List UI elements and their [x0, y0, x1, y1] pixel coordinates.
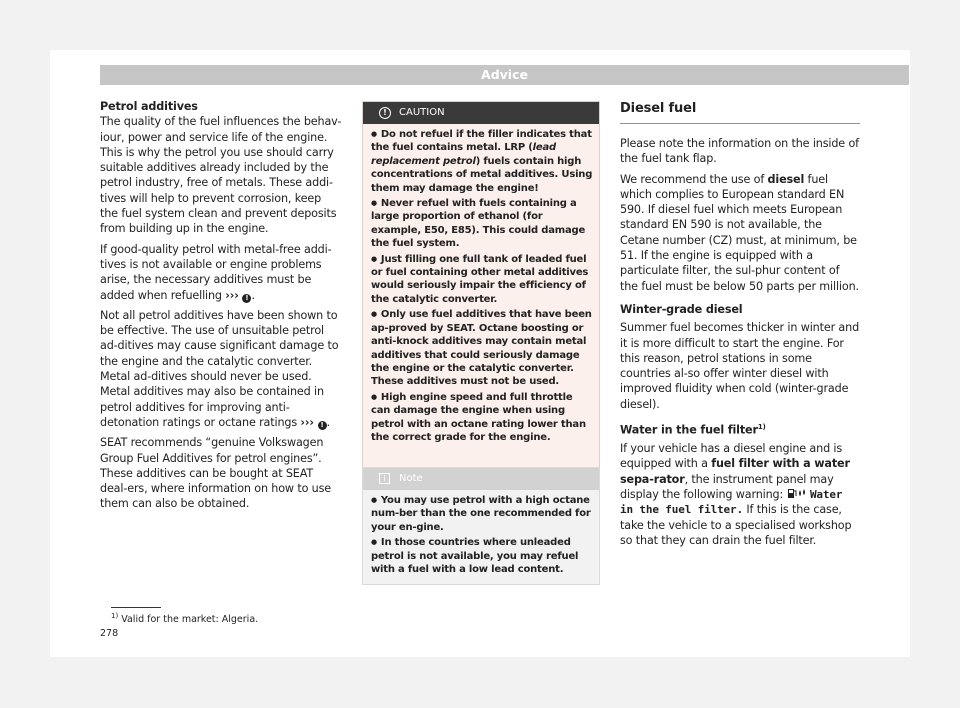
paragraph-water-filter: If your vehicle has a diesel engine and is equipped with a fuel filter with a water sepa-rator, the instrument panel may display the following warning: Water in the fuel filter. If this is the case, take the vehicle to a specialised workshop so that they can drain the fuel filter. [620, 442, 852, 547]
caution-item: ● Do not refuel if the filler indicates that the fuel contains metal. LRP (lead replacement petrol) fuels contain high concentrations of metal additives. Using them may damage the engine! [371, 128, 593, 195]
winter-diesel-heading: Winter-grade diesel [620, 302, 743, 316]
manual-page [50, 50, 910, 657]
footnote-divider [111, 607, 161, 608]
paragraph-additives-needed: If good-quality petrol with metal-free addi-tives is not available or engine problems arise, the necessary additives must be added when refuelling ››› ! . [100, 242, 332, 302]
cross-reference-arrows[interactable]: ››› ! [225, 289, 251, 302]
diesel-fuel-column [620, 99, 860, 553]
caution-item: ● Just filling one full tank of leaded fuel or fuel containing other metal additives would seriously impair the efficiency of the catalytic converter. [371, 253, 593, 307]
caution-label: CAUTION [399, 107, 445, 118]
petrol-additives-column [100, 99, 342, 517]
cross-reference-arrows[interactable]: ››› ! [300, 416, 326, 429]
warning-message-text: Water in the fuel filter. [620, 487, 843, 517]
page-number: 278 [100, 628, 119, 639]
caution-item: ● Only use fuel additives that have been ap-proved by SEAT. Octane boosting or anti-knock additives may contain metal additives that could seriously damage the engine or the catalytic converter. These additives must not be used. [371, 308, 593, 388]
section-header: Advice [100, 65, 909, 85]
caution-list [363, 124, 599, 444]
note-item: ● You may use petrol with a high octane num-ber than the one recommended for your en-gine. [371, 494, 593, 534]
caution-item: ● High engine speed and full throttle can damage the engine when using petrol with an octane rating lower than the correct grade for the engine. [371, 391, 593, 445]
paragraph-fuel-flap: Please note the information on the inside of the fuel tank flap. [620, 137, 859, 166]
footnote: $^{1)}$ Valid for the market: Algeria. [111, 612, 259, 626]
note-label: Note [399, 473, 423, 484]
paragraph-seat-recommends: SEAT recommends “genuine Volkswagen Group Fuel Additives for petrol engines”. These additives can be bought at SEAT deal-ers, where information on how to use them can also be obtained. [100, 436, 332, 511]
paragraph-winter-diesel: Summer fuel becomes thicker in winter and it is more difficult to start the engine. For this reason, petrol stations in some countries al-so offer winter diesel with improved fluidity when cold (winter-grade diesel). [620, 321, 860, 411]
diesel-fuel-title: Diesel fuel [620, 99, 860, 124]
paragraph-diesel-standard: We recommend the use of diesel fuel which complies to European standard EN 590. If diesel fuel which meets European standard EN 590 is not available, the Cetane number (CZ) must, at minimum, be 51. If the engine is equipped with a particulate filter, the sul-phur content of the fuel must be below 50 parts per million. [620, 172, 859, 293]
caution-item: ● Never refuel with fuels containing a large proportion of ethanol (for example, E50, E85). This could damage the fuel system. [371, 197, 593, 251]
note-header [363, 468, 599, 490]
fuel-pump-water-icon [787, 488, 807, 499]
note-list [363, 490, 599, 576]
caution-icon: ! [379, 107, 391, 119]
petrol-additives-heading: Petrol additives [100, 100, 198, 113]
paragraph-quality: The quality of the fuel influences the behav-iour, power and service life of the engine. This is why the petrol you use should carry suitable additives already included by the petrol industry, free of metals. These addi-tives will help to prevent corrosion, keep the fuel system clean and prevent deposits from building up in the engine. [100, 115, 342, 236]
note-icon: i [379, 473, 390, 484]
paragraph-unsuitable-additives: Not all petrol additives have been shown to be effective. The use of unsuitable petrol ad-ditives may cause significant damage to the engine and the catalytic converter. Metal ad-ditives should never be used. Metal additives may also be contained in petrol additives for improving anti-detonation ratings or octane ratings ››› ! . [100, 308, 339, 429]
warning-icon: ! [318, 421, 327, 430]
warning-icon: ! [242, 294, 251, 303]
caution-box [362, 101, 600, 503]
note-item: ● In those countries where unleaded petrol is not available, you may refuel with a fuel with a low lead content. [371, 536, 593, 576]
water-filter-heading: Water in the fuel filter$^{1)}$ [620, 423, 766, 437]
caution-header [363, 102, 599, 124]
note-box [362, 467, 600, 585]
